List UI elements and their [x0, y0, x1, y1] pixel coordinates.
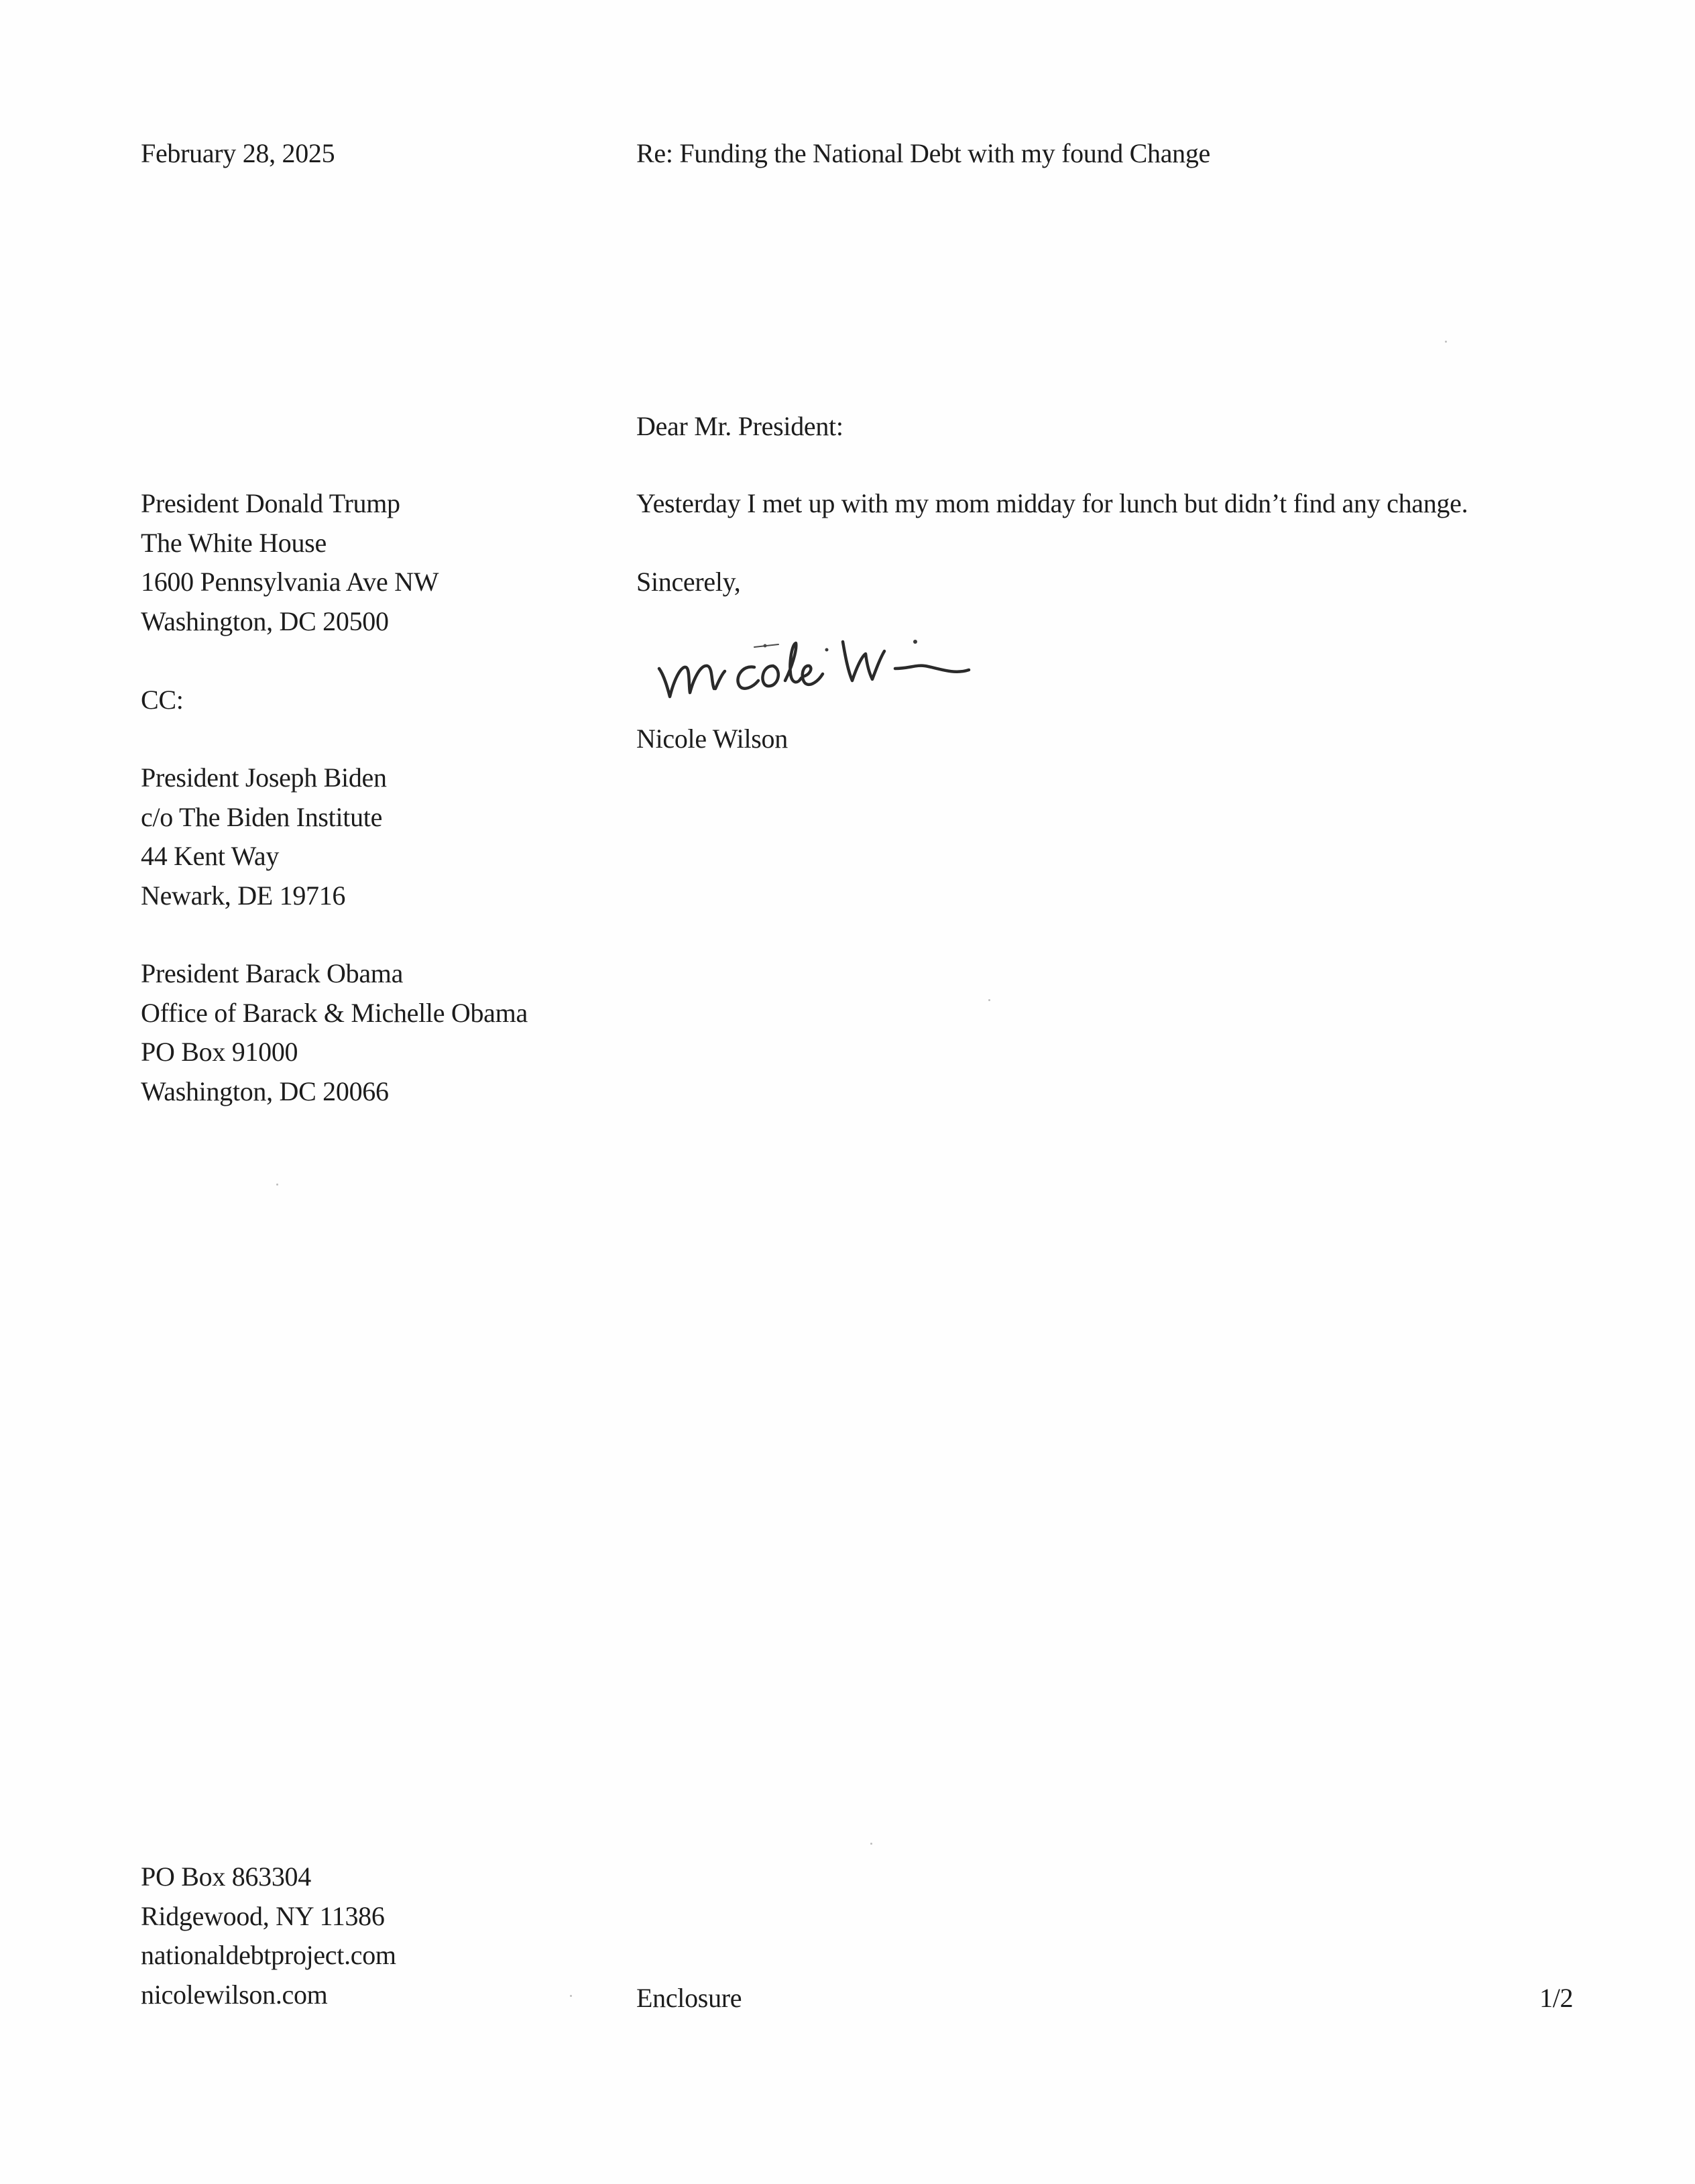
cc-address-line: President Joseph Biden — [141, 762, 387, 793]
cc-address-line: c/o The Biden Institute — [141, 801, 383, 832]
letter-date: February 28, 2025 — [141, 138, 335, 168]
sender-address — [141, 1857, 396, 2014]
recipient-line: 1600 Pennsylvania Ave NW — [141, 567, 439, 597]
sender-line: nicolewilson.com — [141, 1979, 328, 2010]
cc-address-line: Office of Barack & Michelle Obama — [141, 997, 528, 1028]
cc-label: CC: — [141, 685, 184, 715]
cc-address — [141, 758, 387, 915]
enclosure-note: Enclosure — [636, 1983, 742, 2013]
cc-address — [141, 954, 528, 1111]
scan-speck — [988, 999, 990, 1001]
letter-closing: Sincerely, — [636, 567, 741, 597]
scan-speck — [570, 1995, 572, 1997]
letter-body: Yesterday I met up with my mom midday for lunch but didn’t find any change. — [636, 488, 1468, 518]
sender-line: PO Box 863304 — [141, 1861, 311, 1892]
page-number: 1/2 — [1539, 1983, 1574, 2013]
recipient-line: Washington, DC 20500 — [141, 606, 389, 636]
recipient-address — [141, 484, 439, 641]
sender-line: Ridgewood, NY 11386 — [141, 1900, 385, 1931]
handwritten-signature — [654, 627, 1002, 714]
cc-address-line: Newark, DE 19716 — [141, 880, 346, 911]
scan-speck — [276, 1184, 278, 1186]
recipient-line: The White House — [141, 527, 327, 558]
signer-name: Nicole Wilson — [636, 724, 788, 754]
cc-address-line: Washington, DC 20066 — [141, 1076, 389, 1106]
cc-address-line: President Barack Obama — [141, 958, 404, 988]
recipient-line: President Donald Trump — [141, 488, 400, 518]
letter-subject: Re: Funding the National Debt with my found Change — [636, 138, 1210, 168]
sender-line: nationaldebtproject.com — [141, 1940, 396, 1970]
cc-address-line: PO Box 91000 — [141, 1037, 298, 1067]
scan-speck — [1445, 341, 1447, 343]
scan-speck — [870, 1843, 872, 1845]
salutation: Dear Mr. President: — [636, 411, 843, 441]
cc-address-line: 44 Kent Way — [141, 841, 280, 871]
